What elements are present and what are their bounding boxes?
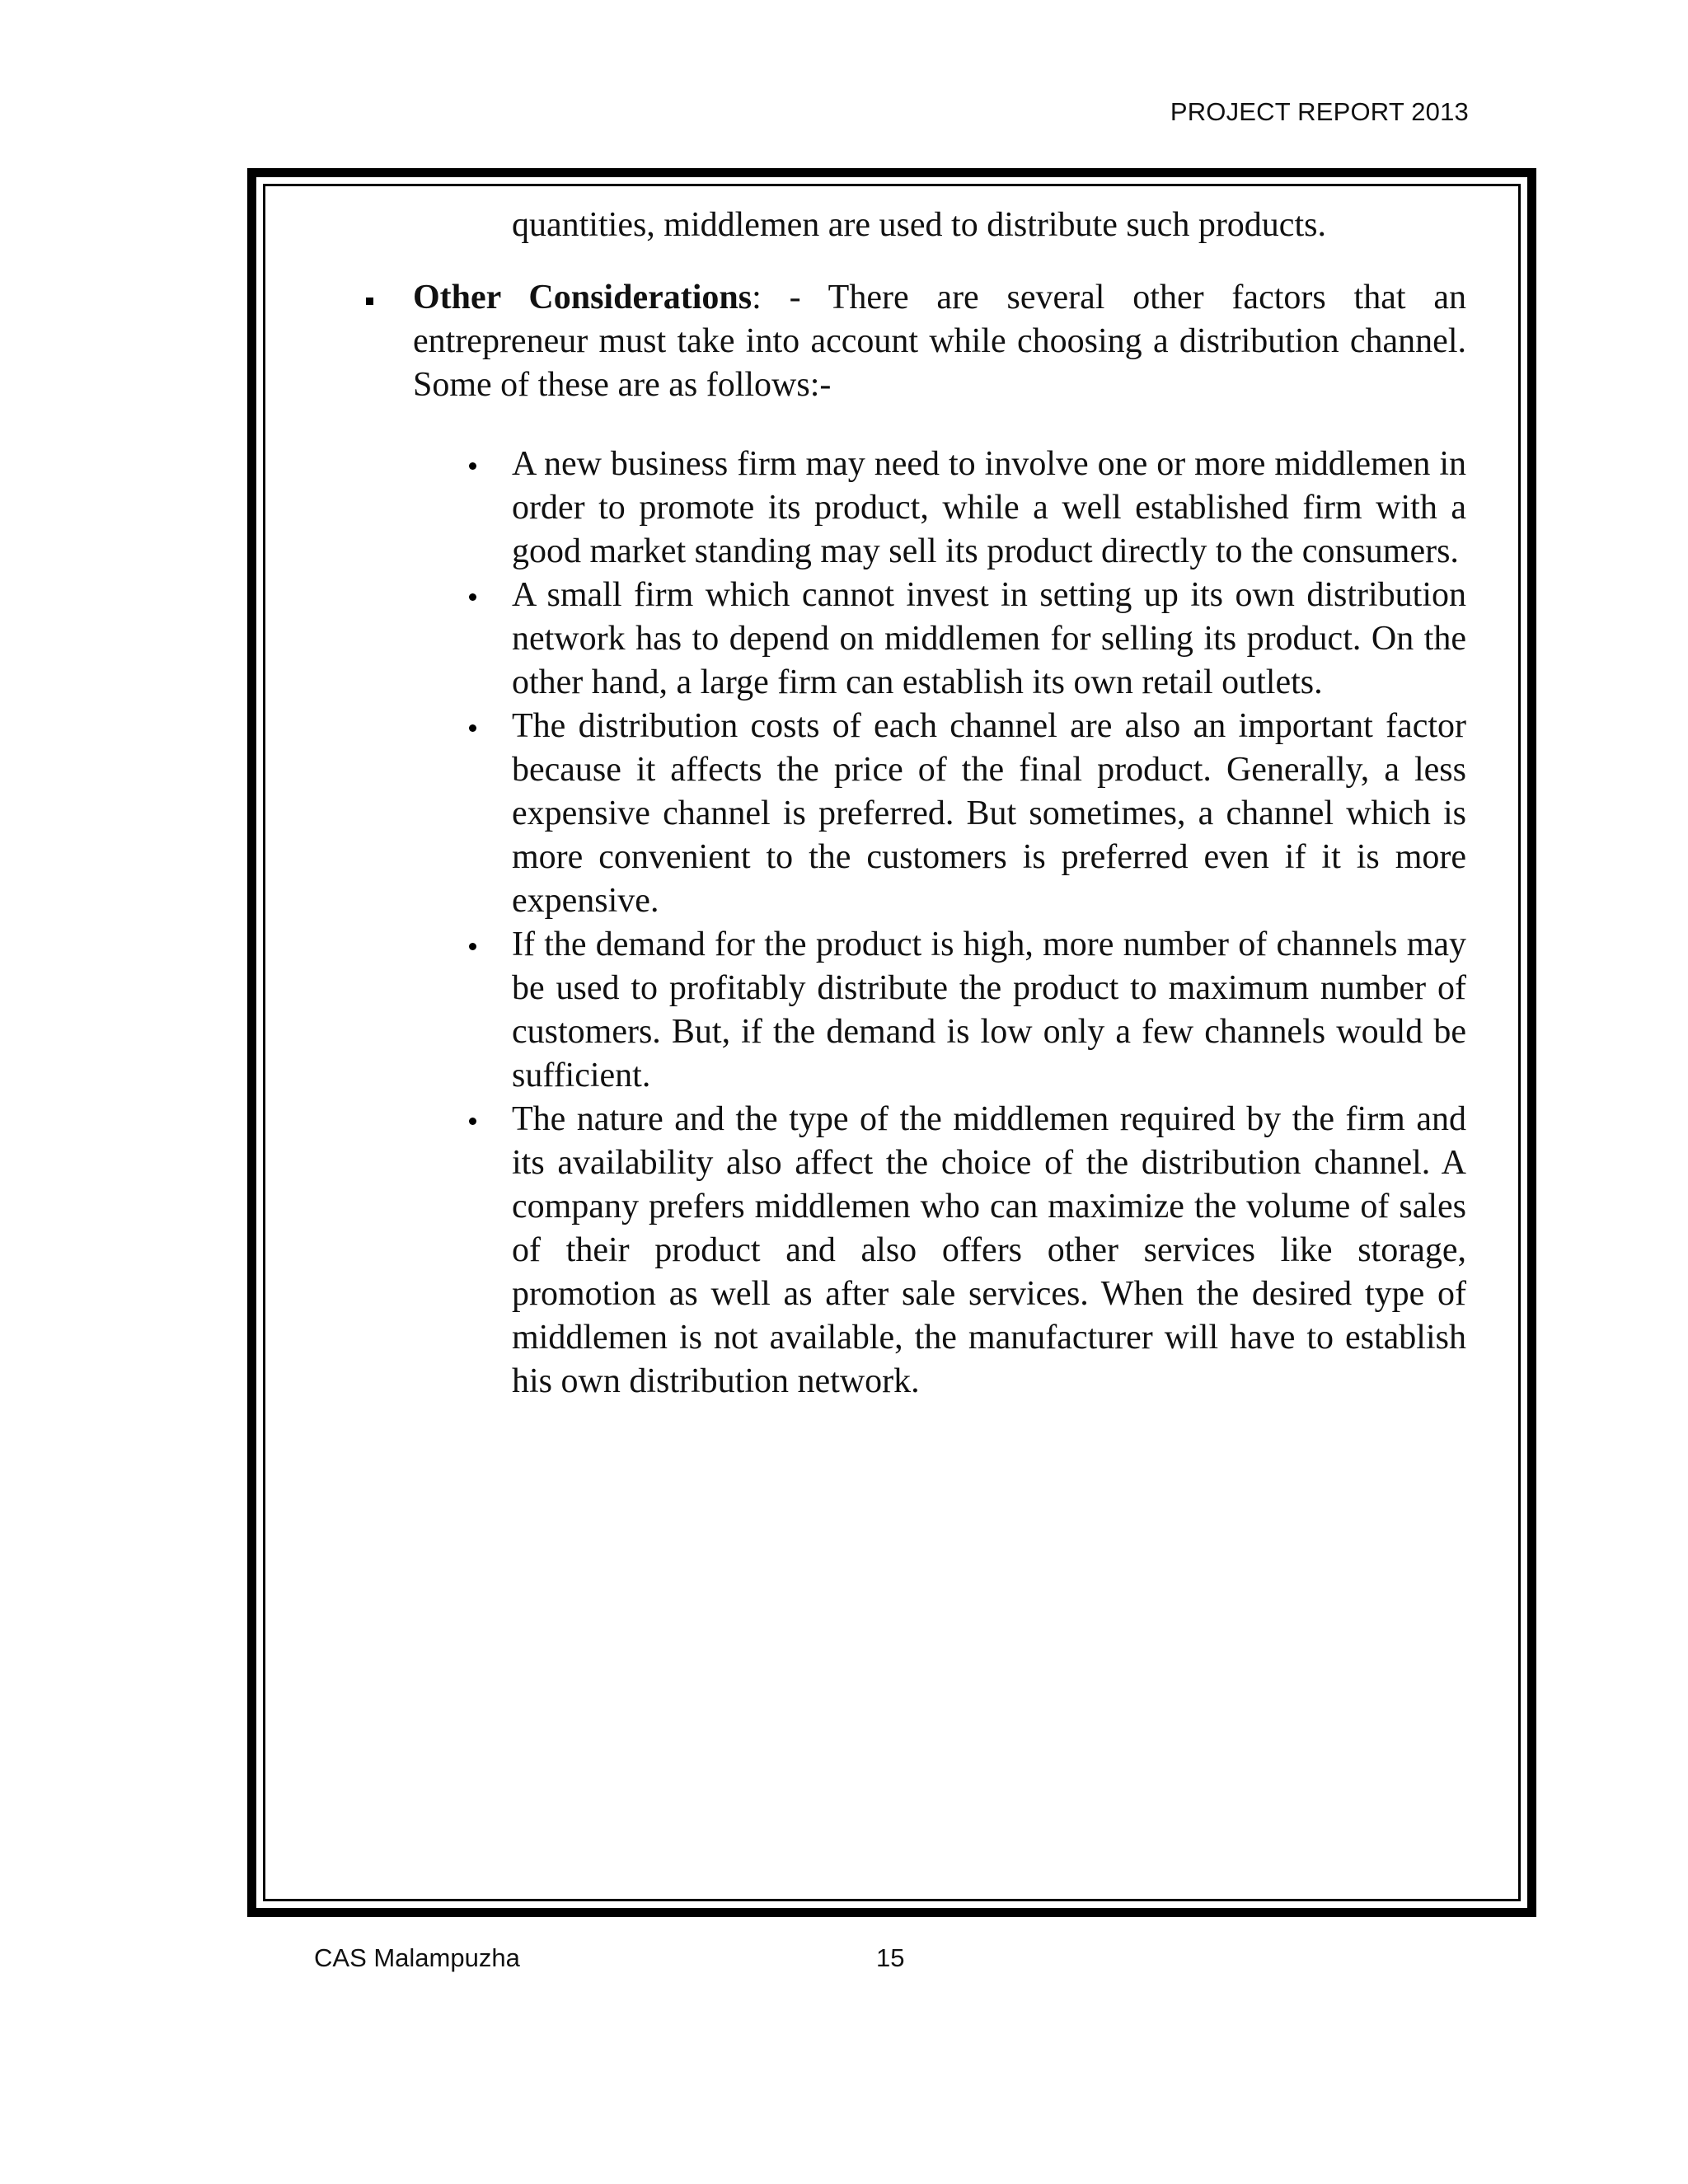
list-item-text: If the demand for the product is high, more number of channels may be used to profitably distribute the product to maximum number of customers. But, if the demand is low only a few channels would be sufficient. bbox=[512, 926, 1466, 1094]
considerations-list bbox=[512, 443, 1466, 1404]
continuation-text: quantities, middlemen are used to distribute such products. bbox=[512, 206, 1326, 244]
list-item-text: The distribution costs of each channel are also an important factor because it affects the price of the final product. Generally, a less expensive channel is preferred. But sometimes, a channel which is more convenient to the customers is preferred even if it is more expensive. bbox=[512, 707, 1466, 920]
square-bullet-icon bbox=[366, 298, 373, 305]
other-considerations-section bbox=[413, 276, 1466, 1404]
page-border bbox=[247, 168, 1536, 1917]
page-header: PROJECT REPORT 2013 bbox=[1170, 97, 1469, 126]
section-paragraph bbox=[413, 276, 1466, 407]
page-number: 15 bbox=[876, 1943, 905, 1972]
list-item-text: A small firm which cannot invest in setting up its own distribution network has to depend on middlemen for selling its product. On the other hand, a large firm can establish its own retail outlets. bbox=[512, 576, 1466, 701]
bullet-dot-icon bbox=[469, 1118, 476, 1125]
list-item bbox=[512, 1098, 1466, 1404]
bullet-dot-icon bbox=[469, 943, 476, 950]
list-item-text: The nature and the type of the middlemen required by the firm and its availability also affect the choice of the distribution channel. A company prefers middlemen who can maximize the volume of sales of their product and also offers other services like storage, promotion as well as after sale services. When the desired type of middlemen is not available, the manufacturer will have to establish his own distribution network. bbox=[512, 1100, 1466, 1400]
bullet-dot-icon bbox=[469, 462, 476, 470]
list-item bbox=[512, 574, 1466, 705]
section-intro: : - There are several other factors that an entrepreneur must take into account while choosing a distribution channel. Some of these are as follows:- bbox=[413, 279, 1467, 404]
section-title: Other Considerations bbox=[413, 279, 753, 316]
list-item bbox=[512, 923, 1466, 1098]
list-item bbox=[512, 705, 1466, 923]
footer-institution: CAS Malampuzha bbox=[314, 1943, 520, 1972]
bullet-dot-icon bbox=[469, 724, 476, 732]
bullet-dot-icon bbox=[469, 593, 476, 601]
list-item bbox=[512, 443, 1466, 574]
list-item-text: A new business firm may need to involve one or more middlemen in order to promote its product, while a well established firm with a good market standing may sell its product directly to the consumers. bbox=[512, 445, 1466, 570]
